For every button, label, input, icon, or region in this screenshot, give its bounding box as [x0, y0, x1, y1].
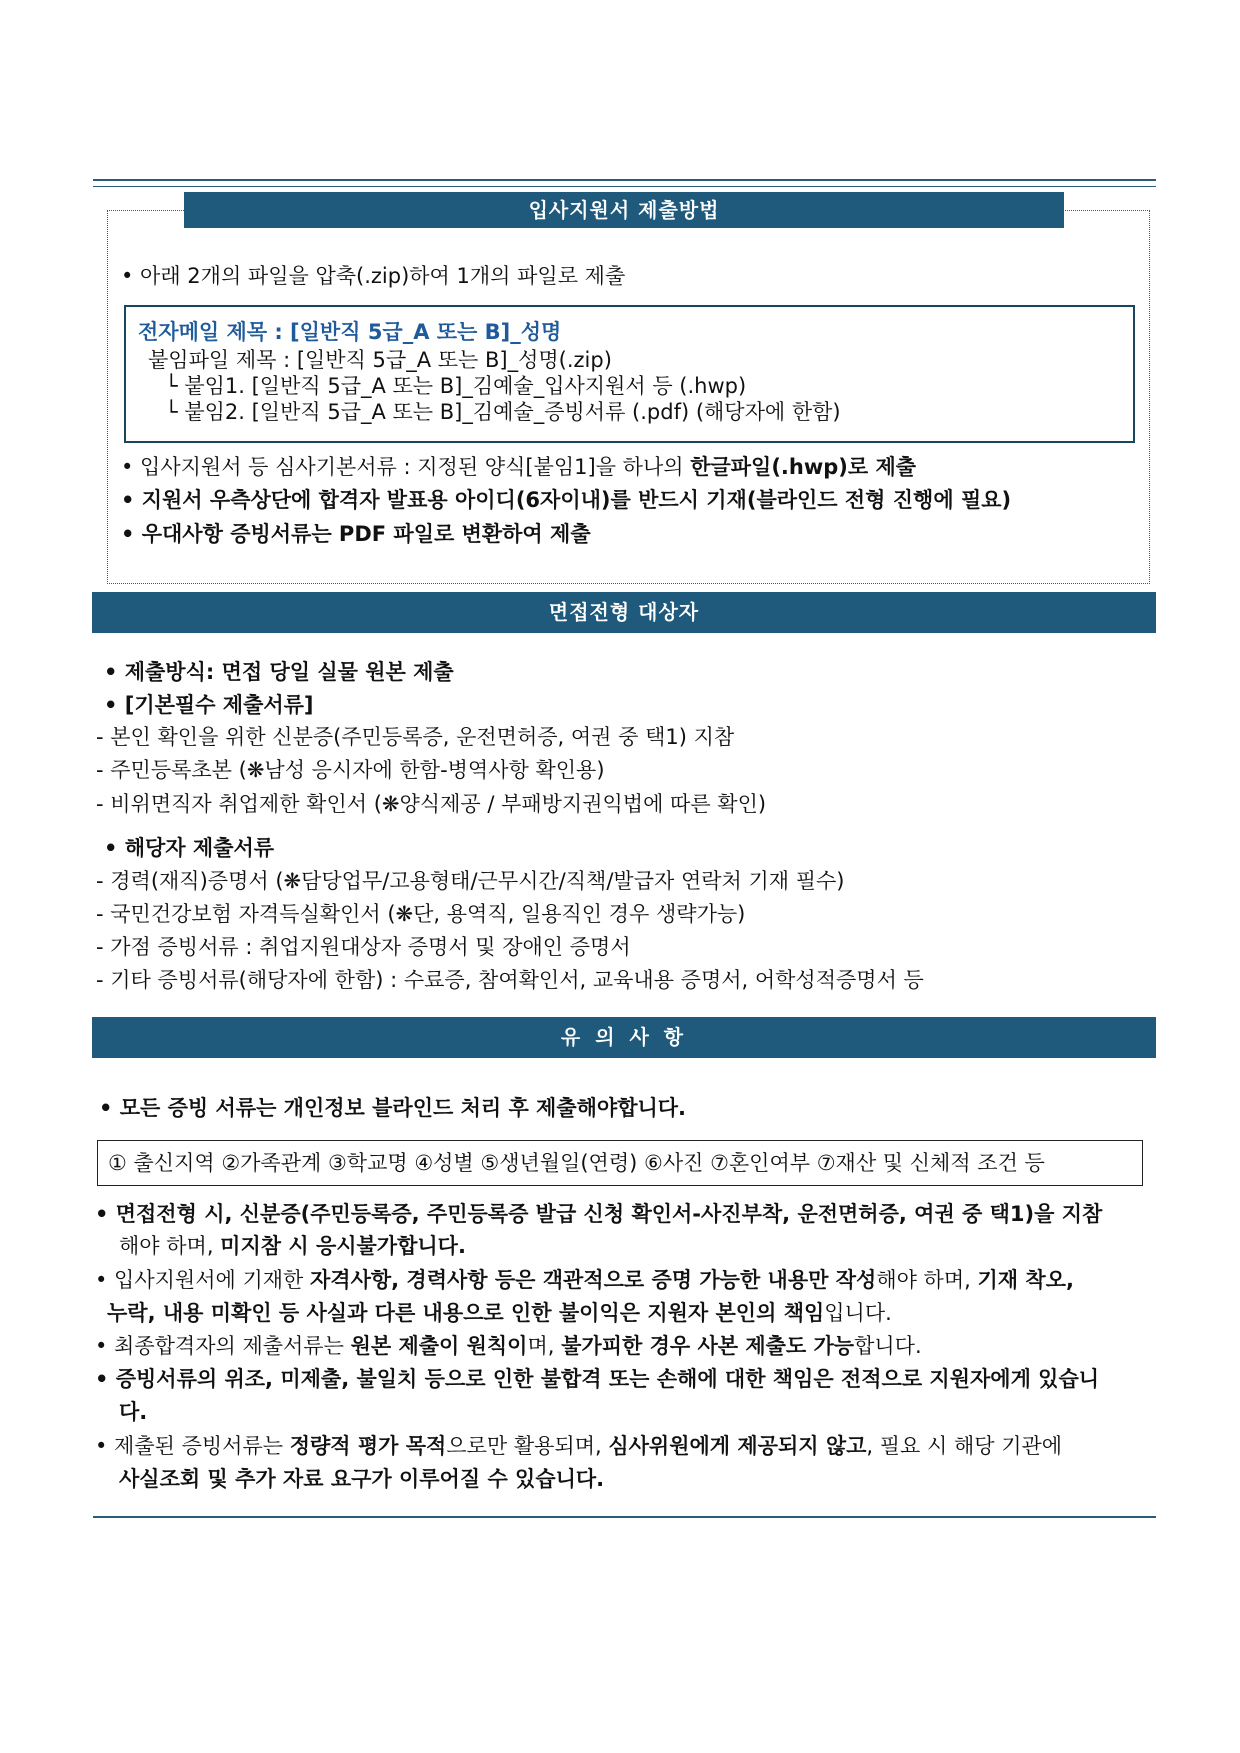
- bullet-basic-docs-text: • 입사지원서 등 심사기본서류 : 지정된 양식[붙임1]을 하나의: [121, 455, 691, 479]
- note-qualifications: [95, 1264, 1155, 1330]
- applicable-doc-item: - 국민건강보험 자격득실확인서 (❋단, 용역직, 일용직인 경우 생략가능): [96, 902, 746, 926]
- note-evaluation-text2: 으로만 활용되며,: [446, 1434, 609, 1458]
- applicable-doc-item: - 기타 증빙서류(해당자에 한함) : 수료증, 참여확인서, 교육내용 증명서, 어학성적증명서 등: [96, 968, 924, 992]
- note-qualifications-text2: 해야 하며,: [876, 1268, 978, 1292]
- basic-docs-title: • [기본필수 제출서류]: [104, 693, 314, 717]
- note-qualifications-emphasis2: 기재 착오,: [977, 1268, 1074, 1292]
- note-id-card-line1: • 면접전형 시, 신분증(주민등록증, 주민등록증 발급 신청 확인서-사진부착, 운전면허증, 여권 중 택1)을 지참: [95, 1202, 1103, 1226]
- note-responsibility-line1: • 증빙서류의 위조, 미제출, 불일치 등으로 인한 불합격 또는 손해에 대한 책임은 전적으로 지원자에게 있습니: [95, 1367, 1100, 1391]
- note-responsibility: [95, 1363, 1155, 1429]
- note-originals-end: 합니다.: [854, 1334, 922, 1358]
- note-id-card-emphasis: 미지참 시 응시불가합니다.: [220, 1234, 466, 1258]
- note-id-card-line2: [95, 1230, 1155, 1262]
- note-originals-text2: 며,: [527, 1334, 562, 1358]
- note-qualifications-emphasis: 자격사항, 경력사항 등은 객관적으로 증명 가능한 내용만 작성: [310, 1268, 877, 1292]
- bullet-basic-docs: [121, 457, 916, 478]
- blind-items: ① 출신지역 ②가족관계 ③학교명 ④성별 ⑤생년월일(연령) ⑥사진 ⑦혼인여부 ⑦재산 및 신체적 조건 등: [108, 1151, 1045, 1175]
- note-qualifications-text: • 입사지원서에 기재한: [95, 1268, 310, 1292]
- note-qualifications-line1: [95, 1264, 1155, 1297]
- bottom-rule: [93, 1516, 1156, 1518]
- note-qualifications-emphasis3: 누락, 내용 미확인 등 사실과 다른 내용으로 인한 불이익은 지원자 본인의 책임: [107, 1301, 825, 1325]
- basic-doc-item: - 주민등록초본 (❋남성 응시자에 한함-병역사항 확인용): [96, 758, 605, 782]
- applicable-doc-item: - 경력(재직)증명서 (❋담당업무/고용형태/근무시간/직책/발급자 연락처 기재 필수): [96, 869, 845, 893]
- attach1-format: └ 붙임1. [일반직 5급_A 또는 B]_김예술_입사지원서 등 (.hwp): [165, 374, 747, 398]
- basic-doc-item: - 본인 확인을 위한 신분증(주민등록증, 운전면허증, 여권 중 택1) 지참: [96, 725, 735, 749]
- email-title-format: 전자메일 제목 : [일반직 5급_A 또는 B]_성명: [138, 320, 562, 344]
- note-originals-emphasis2: 불가피한 경우 사본 제출도 가능: [561, 1334, 855, 1358]
- blind-note: • 모든 증빙 서류는 개인정보 블라인드 처리 후 제출해야합니다.: [99, 1096, 687, 1120]
- note-id-card-text: 해야 하며,: [119, 1234, 221, 1258]
- note-qualifications-end: 입니다.: [824, 1301, 892, 1325]
- note-originals: [95, 1330, 1155, 1363]
- zip-intro: • 아래 2개의 파일을 압축(.zip)하여 1개의 파일로 제출: [121, 264, 626, 288]
- note-originals-emphasis: 원본 제출이 원칙이: [350, 1334, 528, 1358]
- note-evaluation-line1: [95, 1430, 1155, 1463]
- note-originals-line: [95, 1330, 1155, 1363]
- note-id-card: [95, 1198, 1155, 1262]
- note-qualifications-line2: [95, 1297, 1155, 1330]
- note-responsibility-line2: 다.: [119, 1400, 148, 1424]
- applicable-doc-item: - 가점 증빙서류 : 취업지원대상자 증명서 및 장애인 증명서: [96, 935, 631, 959]
- bullet-basic-docs-emphasis: 한글파일(.hwp)로 제출: [690, 455, 917, 479]
- note-originals-text: • 최종합격자의 제출서류는: [95, 1334, 351, 1358]
- bullet-applicant-id: • 지원서 우측상단에 합격자 발표용 아이디(6자이내)를 반드시 기재(블라인드 전형 진행에 필요): [121, 488, 1012, 512]
- note-evaluation-text: • 제출된 증빙서류는: [95, 1434, 290, 1458]
- submission-method-header: 입사지원서 제출방법: [184, 192, 1064, 228]
- notes-header: 유 의 사 항: [92, 1017, 1156, 1058]
- attach-title-format: 붙임파일 제목 : [일반직 5급_A 또는 B]_성명(.zip): [148, 348, 612, 372]
- applicable-docs-title: • 해당자 제출서류: [104, 836, 275, 860]
- top-rule-thin: [93, 186, 1156, 187]
- note-evaluation: [95, 1430, 1155, 1496]
- basic-doc-item: - 비위면직자 취업제한 확인서 (❋양식제공 / 부패방지권익법에 따른 확인): [96, 792, 767, 816]
- attach2-format: └ 붙임2. [일반직 5급_A 또는 B]_김예술_증빙서류 (.pdf) (해당자에 한함): [165, 400, 841, 424]
- note-evaluation-emphasis: 정량적 평가 목적: [289, 1434, 447, 1458]
- note-evaluation-text3: , 필요 시 해당 기관에: [866, 1434, 1063, 1458]
- interview-method: • 제출방식: 면접 당일 실물 원본 제출: [104, 660, 454, 684]
- top-rule-thick: [93, 179, 1156, 181]
- note-evaluation-line2: 사실조회 및 추가 자료 요구가 이루어질 수 있습니다.: [119, 1467, 605, 1491]
- bullet-preference-pdf: • 우대사항 증빙서류는 PDF 파일로 변환하여 제출: [121, 522, 591, 546]
- note-evaluation-emphasis2: 심사위원에게 제공되지 않고: [608, 1434, 867, 1458]
- interview-header: 면접전형 대상자: [92, 592, 1156, 633]
